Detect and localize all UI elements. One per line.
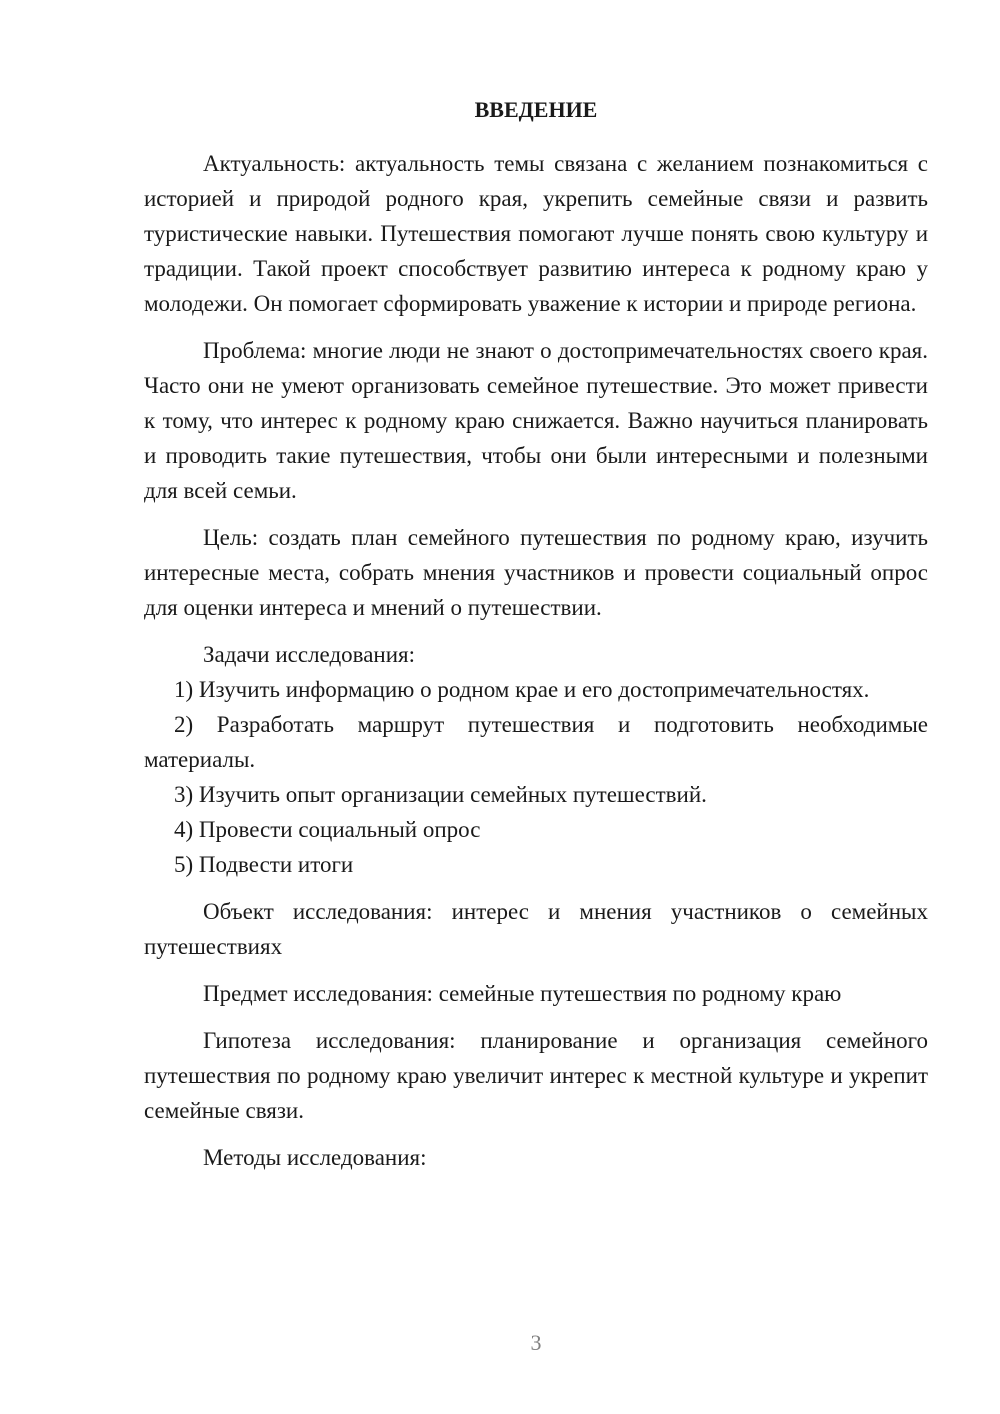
subject-paragraph: Предмет исследования: семейные путешествия по родному краю (203, 981, 842, 1006)
goal-paragraph: Цель: создать план семейного путешествия по родному краю, изучить интересные места, собрать мнения участников и провести социальный опрос для оценки интереса и мнений о путешествии. (144, 525, 928, 620)
task-item: 4) Провести социальный опрос (174, 817, 481, 842)
task-item: 5) Подвести итоги (174, 852, 354, 877)
page-number: 3 (530, 1330, 542, 1355)
tasks-title: Задачи исследования: (203, 642, 416, 667)
task-item: 2) Разработать маршрут путешествия и подготовить необходимые материалы. (144, 712, 928, 772)
page-content (144, 94, 928, 1175)
hypothesis-paragraph: Гипотеза исследования: планирование и организация семейного путешествия по родному краю увеличит интерес к местной культуре и укрепит семейные связи. (144, 1028, 928, 1123)
task-item: 3) Изучить опыт организации семейных путешествий. (174, 782, 707, 807)
problem-paragraph: Проблема: многие люди не знают о достопримечательностях своего края. Часто они не умеют организовать семейное путешествие. Это может привести к тому, что интерес к родному краю снижается. Важно научиться планировать и проводить такие путешествия, чтобы они были интересными и полезными для всей семьи. (144, 338, 928, 503)
task-item: 1) Изучить информацию о родном крае и его достопримечательностях. (174, 677, 870, 702)
methods-paragraph: Методы исследования: (203, 1145, 427, 1170)
relevance-paragraph: Актуальность: актуальность темы связана с желанием познакомиться с историей и природой родного края, укрепить семейные связи и развить туристические навыки. Путешествия помогают лучше понять свою культуру и традиции. Такой проект способствует развитию интереса к родному краю у молодежи. Он помогает сформировать уважение к истории и природе региона. (144, 151, 928, 316)
section-heading: ВВЕДЕНИЕ (474, 97, 598, 122)
object-paragraph: Объект исследования: интерес и мнения участников о семейных путешествиях (144, 899, 928, 959)
